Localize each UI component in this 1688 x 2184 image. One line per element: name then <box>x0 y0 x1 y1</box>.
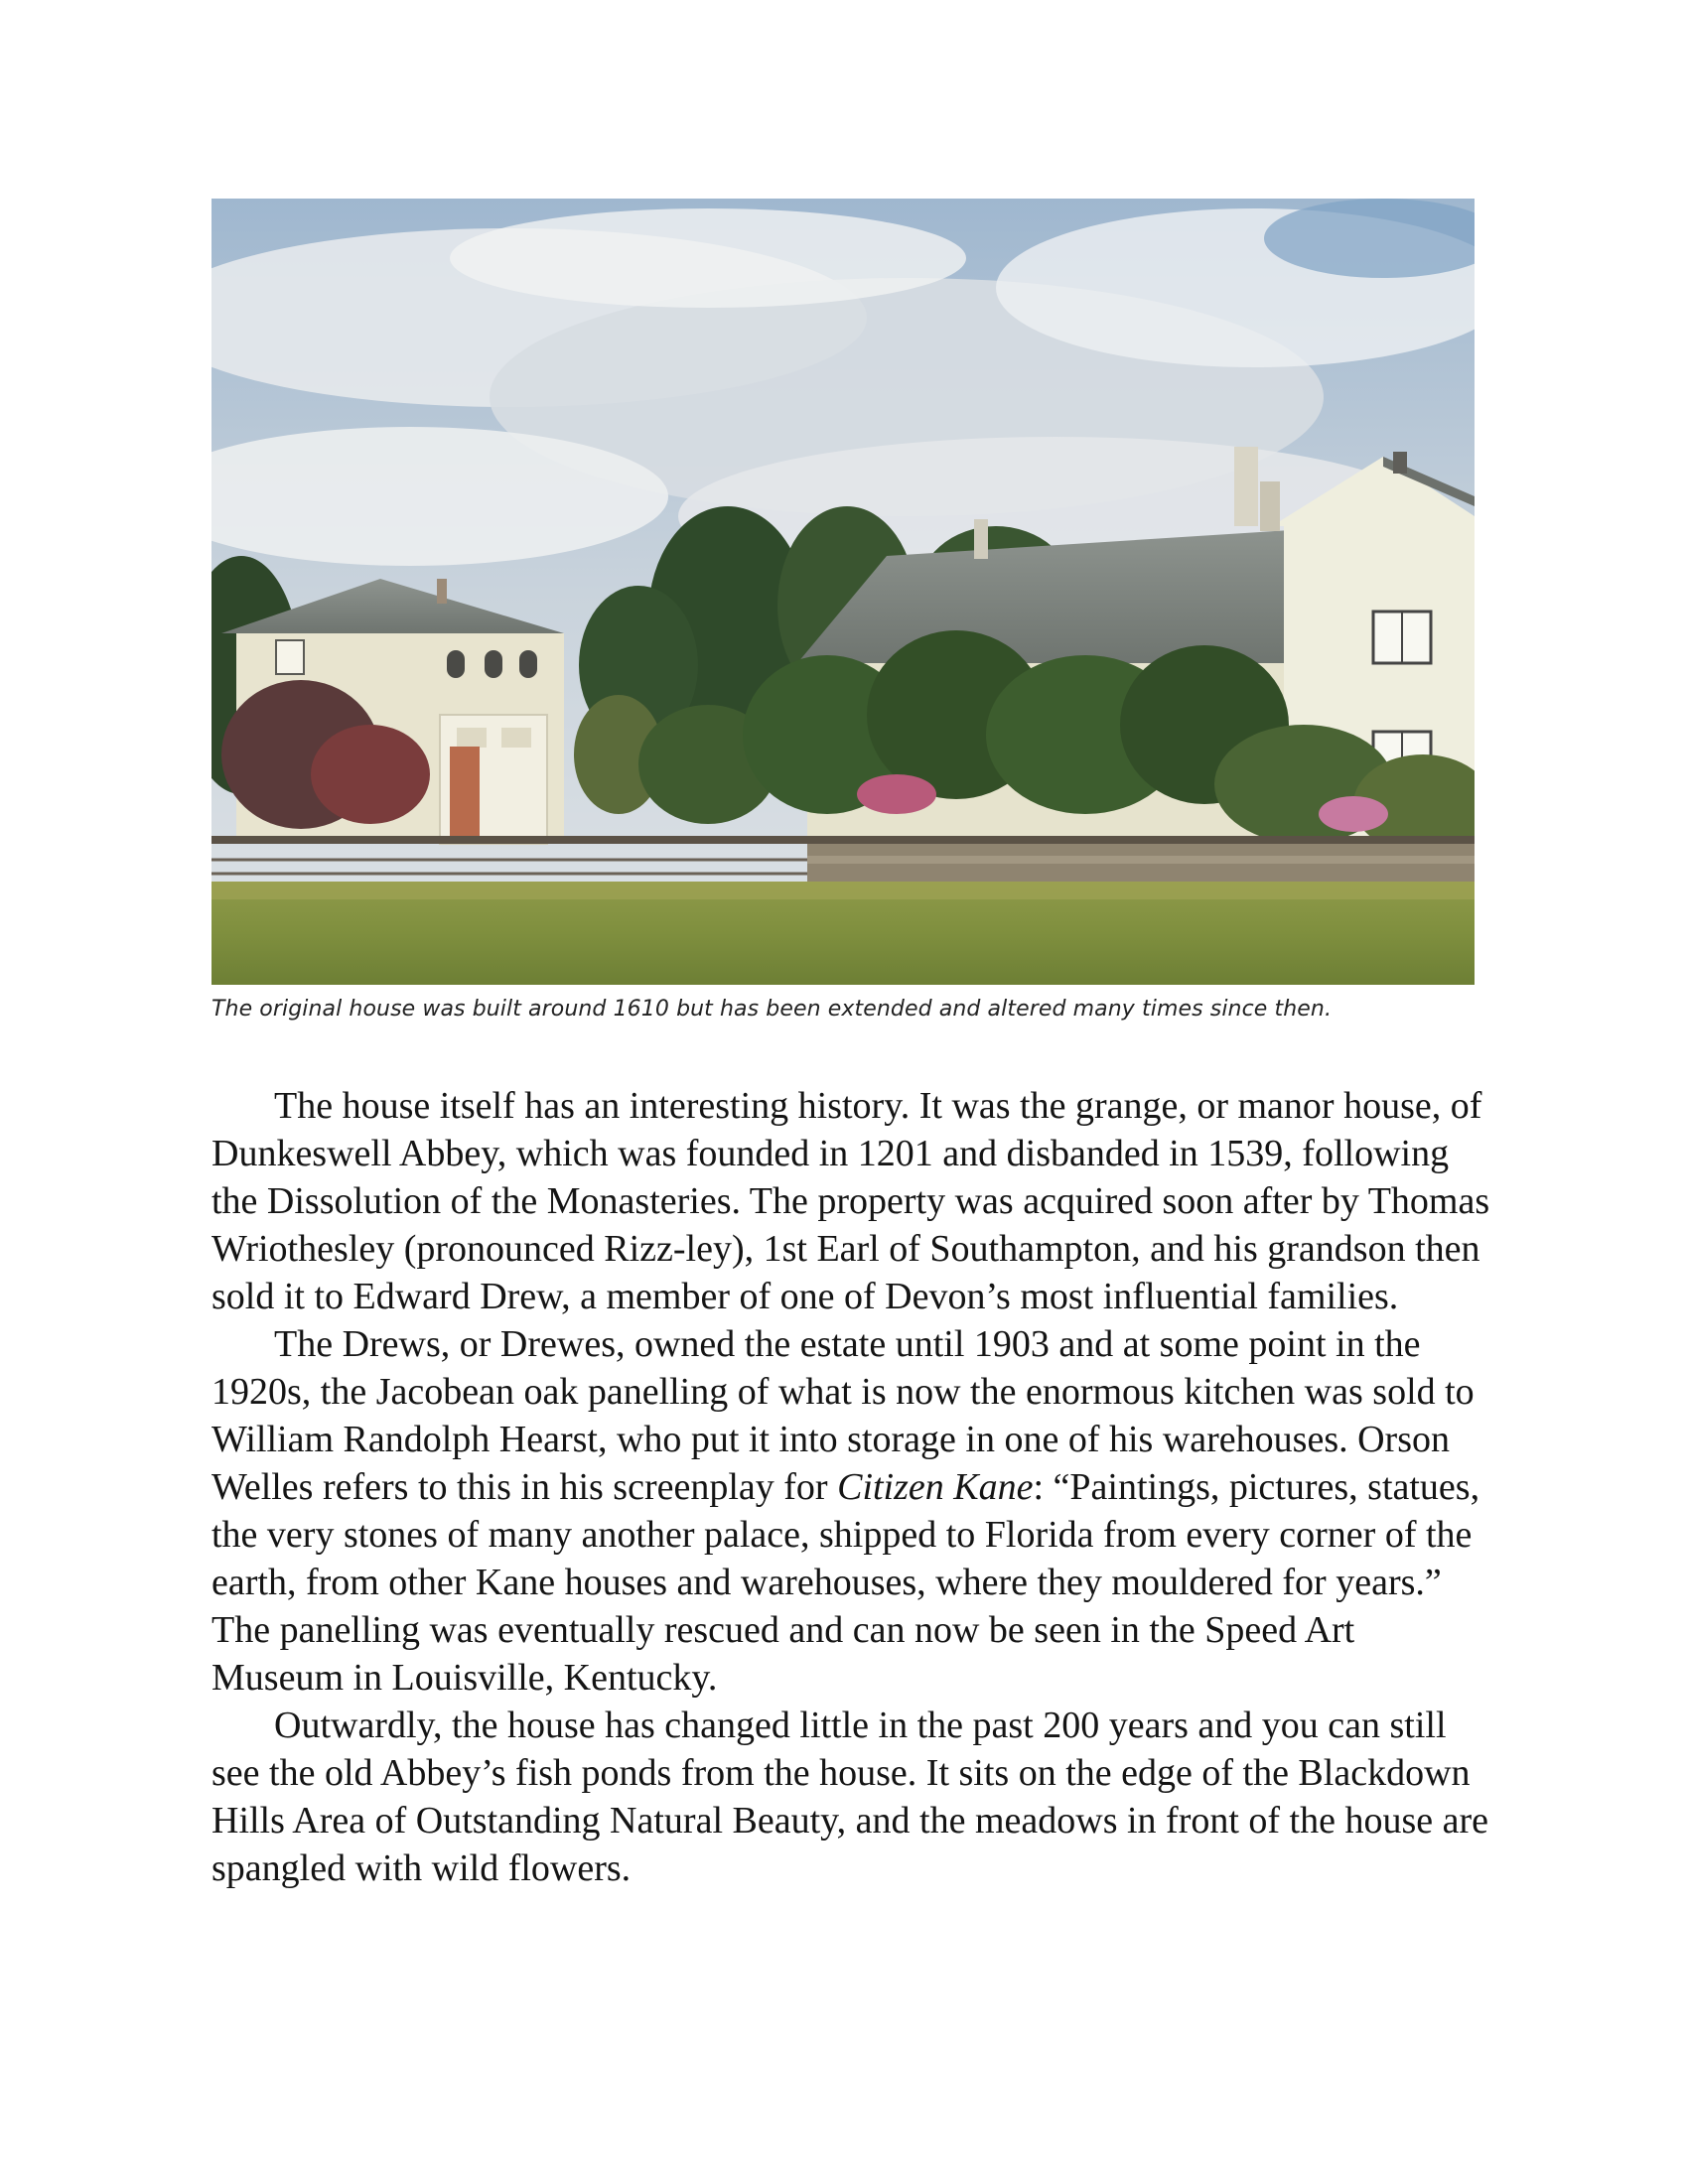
paragraph-2 <box>211 1320 1492 1702</box>
film-title: Citizen Kane <box>837 1466 1034 1508</box>
paragraph-2-text-start: The Drews, or Drewes, owned the estate until 1903 and at some point in the 1920s, the Jacobean oak panelling of what is now the enormous kitchen was sold to William Randolph Hearst, who put it into storage in one of his warehouses. Orson Welles refers to this in his screenplay for <box>211 1323 1475 1508</box>
article-body <box>211 1082 1492 1892</box>
photo-caption: The original house was built around 1610 but has been extended and altered many times since then. <box>211 997 1333 1022</box>
house-photo-illustration <box>211 199 1475 985</box>
paragraph-1: The house itself has an interesting history. It was the grange, or manor house, of Dunkeswell Abbey, which was founded in 1201 and disbanded in 1539, following the Dissolution of the Monasteries. The property was acquired soon after by Thomas Wriothesley (pronounced Rizz-ley), 1st Earl of Southampton, and his grandson then sold it to Edward Drew, a member of one of Devon’s most influential families. <box>211 1085 1490 1317</box>
house-photo <box>211 199 1475 985</box>
paragraph-2-text-end: : “Paintings, pictures, statues, the very stones of many another palace, shipped to Florida from every corner of the earth, from other Kane houses and warehouses, where they mouldered for years.” The panelling was eventually rescued and can now be seen in the Speed Art Museum in Louisville, Kentucky. <box>211 1466 1480 1699</box>
paragraph-3: Outwardly, the house has changed little in the past 200 years and you can still see the old Abbey’s fish ponds from the house. It sits on the edge of the Blackdown Hills Area of Outstanding Natural Beauty, and the meadows in front of the house are spangled with wild flowers. <box>211 1705 1489 1889</box>
